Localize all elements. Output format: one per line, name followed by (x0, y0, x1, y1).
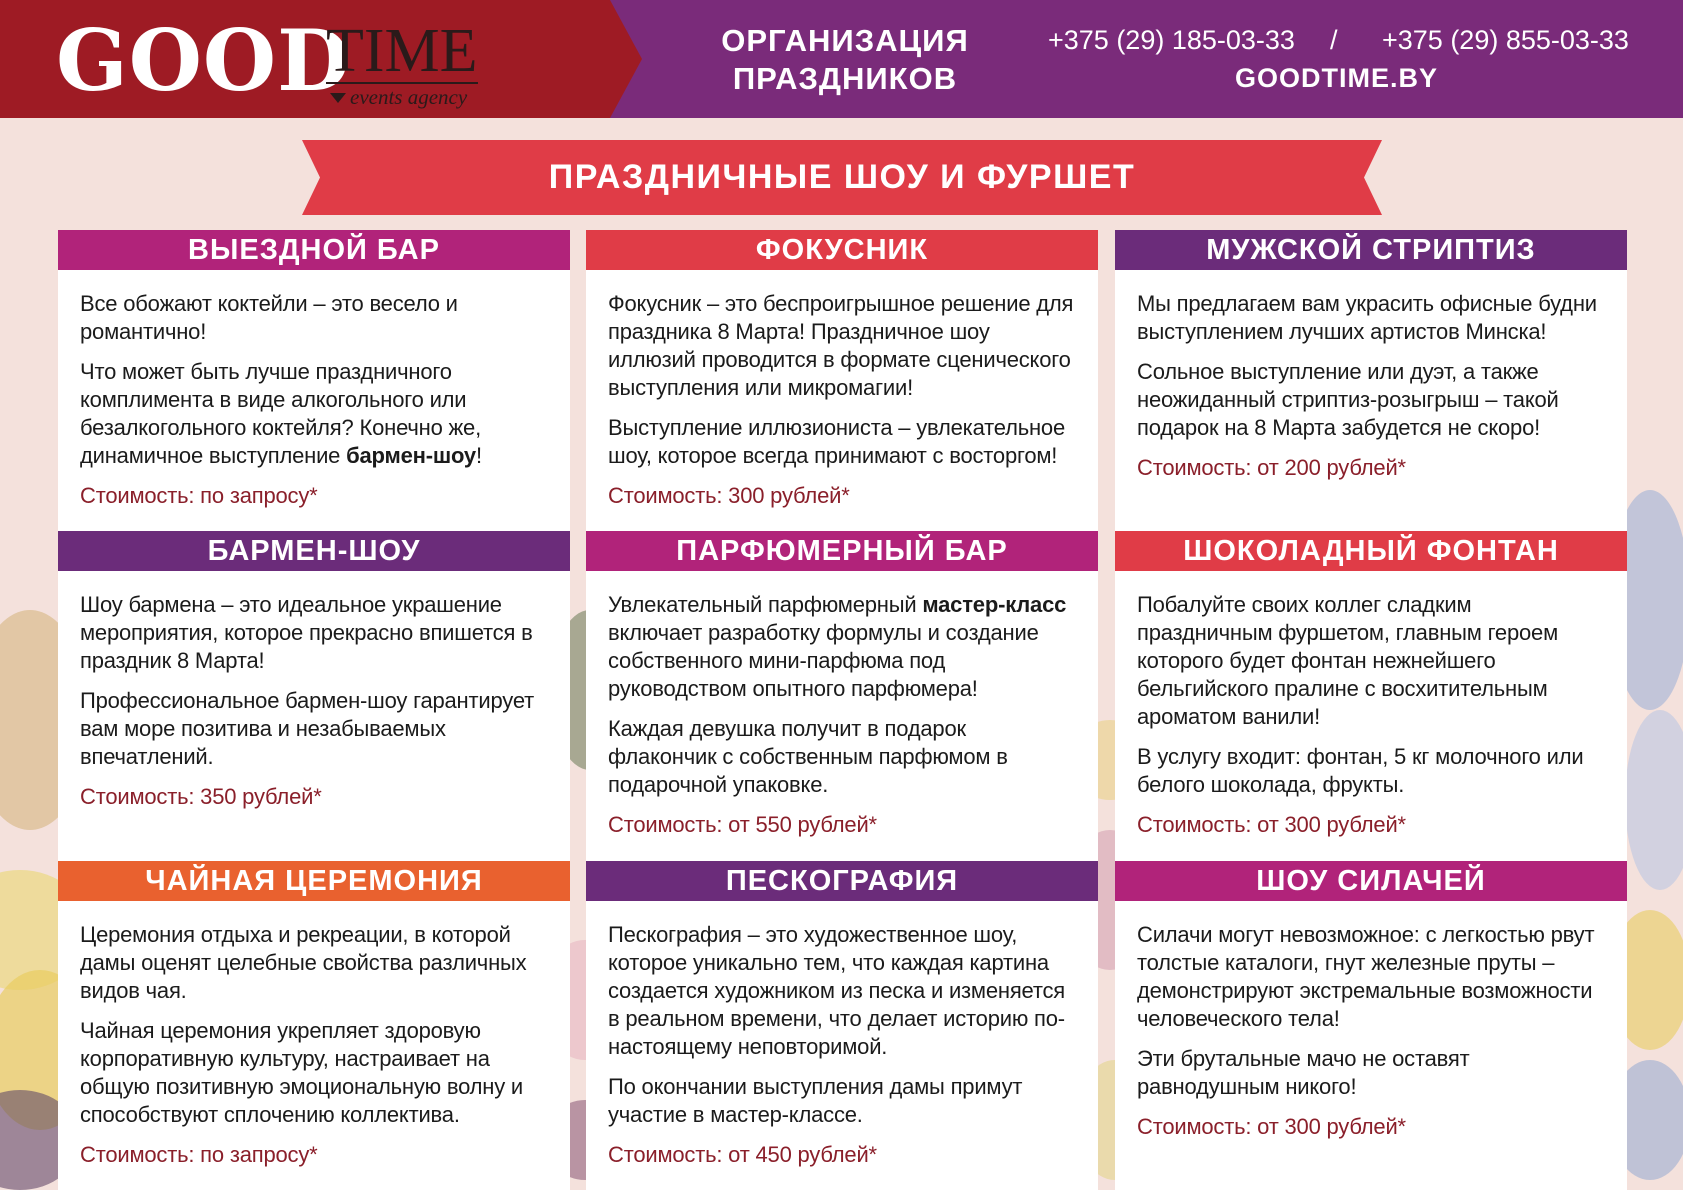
card-price: Стоимость: от 300 рублей* (1137, 812, 1406, 837)
card-body (586, 571, 1098, 891)
card-sand-art (586, 861, 1098, 1190)
card-body (586, 270, 1098, 560)
card-barman-show (58, 531, 570, 891)
card-perfume-bar (586, 531, 1098, 891)
card-text: Шоу бармена – это идеальное украшение мероприятия, которое прекрасно впишется в праздник 8 Марта! (80, 592, 533, 673)
card-text-part: ! (475, 443, 482, 468)
card-title: ВЫЕЗДНОЙ БАР (58, 230, 570, 270)
logo-time: TIME (326, 17, 478, 85)
card-text: Эти брутальные мачо не оставят равнодушным никого! (1137, 1046, 1470, 1099)
org-title (700, 22, 990, 98)
main-banner (302, 140, 1382, 215)
card-body (58, 270, 570, 560)
triangle-icon (330, 93, 346, 103)
page-title: ПРАЗДНИЧНЫЕ ШОУ И ФУРШЕТ (548, 158, 1136, 196)
card-title: БАРМЕН-ШОУ (58, 531, 570, 571)
card-price: Стоимость: от 550 рублей* (608, 812, 877, 837)
phone-1[interactable]: +375 (29) 185-03-33 (1048, 25, 1295, 55)
card-male-striptease (1115, 230, 1627, 560)
card-title: ЧАЙНАЯ ЦЕРЕМОНИЯ (58, 861, 570, 901)
card-price: Стоимость: 300 рублей* (608, 483, 850, 508)
card-text-bold: мастер-класс (922, 592, 1067, 617)
card-text-part: Что может быть лучше праздничного комплимента в виде алкогольного или безалкогольного коктейля? Конечно же, динамичное выступление (80, 359, 481, 468)
card-text: Выступление иллюзиониста – увлекательное шоу, которое всегда принимают с восторгом! (608, 415, 1065, 468)
card-price: Стоимость: 350 рублей* (80, 784, 322, 809)
card-text-part: включает разработку формулы и создание собственного мини-парфюма под руководством опытного парфюмера! (608, 620, 1039, 701)
card-text: Все обожают коктейли – это весело и романтично! (80, 291, 458, 344)
card-chocolate-fountain (1115, 531, 1627, 891)
card-title: ШОКОЛАДНЫЙ ФОНТАН (1115, 531, 1627, 571)
card-body (58, 901, 570, 1190)
card-text (608, 591, 1078, 703)
card-text: Церемония отдыха и рекреации, в которой дамы оценят целебные свойства различных видов чая. (80, 922, 527, 1003)
card-text: Силачи могут невозможное: с легкостью рвут толстые каталоги, гнут железные пруты – демонстрируют экстремальные возможности человеческого тела! (1137, 922, 1595, 1031)
org-line-2: ПРАЗДНИКОВ (732, 61, 958, 96)
card-text-bold: бармен-шоу (346, 443, 476, 468)
card-title: ПАРФЮМЕРНЫЙ БАР (586, 531, 1098, 571)
card-text: Сольное выступление или дуэт, а также неожиданный стриптиз-розыгрыш – такой подарок на 8 Марта забудется не скоро! (1137, 359, 1559, 440)
phone-separator: / (1330, 25, 1338, 55)
logo-tagline: events agency (350, 85, 468, 109)
card-text: Фокусник – это беспроигрышное решение для праздника 8 Марта! Праздничное шоу иллюзий проводится в формате сценического выступления или микромагии! (608, 291, 1074, 400)
card-text (80, 358, 550, 470)
website-link[interactable]: GOODTIME.BY (1235, 63, 1439, 93)
header (0, 0, 1683, 118)
card-title: ПЕСКОГРАФИЯ (586, 861, 1098, 901)
card-text: Побалуйте своих коллег сладким праздничным фуршетом, главным героем которого будет фонтан нежнейшего бельгийского пралине с восхитительным ароматом ванили! (1137, 592, 1558, 729)
card-body (586, 901, 1098, 1190)
card-magician (586, 230, 1098, 560)
card-title: ШОУ СИЛАЧЕЙ (1115, 861, 1627, 901)
card-price: Стоимость: от 300 рублей* (1137, 1114, 1406, 1139)
card-strongmen-show (1115, 861, 1627, 1190)
phone-2[interactable]: +375 (29) 855-03-33 (1382, 25, 1629, 55)
card-price: Стоимость: от 450 рублей* (608, 1142, 877, 1167)
card-text: Каждая девушка получит в подарок флакончик с собственным парфюмом в подарочной упаковке. (608, 716, 1008, 797)
card-body (1115, 901, 1627, 1190)
card-text: Пескография – это художественное шоу, которое уникально тем, что каждая картина создается художником из песка и изменяется в реальном времени, что делает историю по-настоящему неповторимой. (608, 922, 1066, 1059)
card-body (1115, 270, 1627, 560)
card-body (58, 571, 570, 891)
card-tea-ceremony (58, 861, 570, 1190)
card-body (1115, 571, 1627, 891)
card-price: Стоимость: по запросу* (80, 483, 318, 508)
card-mobile-bar (58, 230, 570, 560)
card-price: Стоимость: от 200 рублей* (1137, 455, 1406, 480)
card-text: Мы предлагаем вам украсить офисные будни выступлением лучших артистов Минска! (1137, 291, 1597, 344)
org-line-1: ОРГАНИЗАЦИЯ (721, 23, 969, 58)
card-text: Профессиональное бармен-шоу гарантирует вам море позитива и незабываемых впечатлений. (80, 688, 534, 769)
card-title: ФОКУСНИК (586, 230, 1098, 270)
card-text-part: Увлекательный парфюмерный (608, 592, 923, 617)
card-price: Стоимость: по запросу* (80, 1142, 318, 1167)
card-title: МУЖСКОЙ СТРИПТИЗ (1115, 230, 1627, 270)
logo-good: GOOD (56, 11, 351, 110)
card-text: По окончании выступления дамы примут участие в мастер-классе. (608, 1074, 1023, 1127)
card-text: Чайная церемония укрепляет здоровую корпоративную культуру, настраивает на общую позитивную эмоциональную волну и способствуют сплочению коллектива. (80, 1018, 524, 1127)
card-text: В услугу входит: фонтан, 5 кг молочного или белого шоколада, фрукты. (1137, 744, 1584, 797)
